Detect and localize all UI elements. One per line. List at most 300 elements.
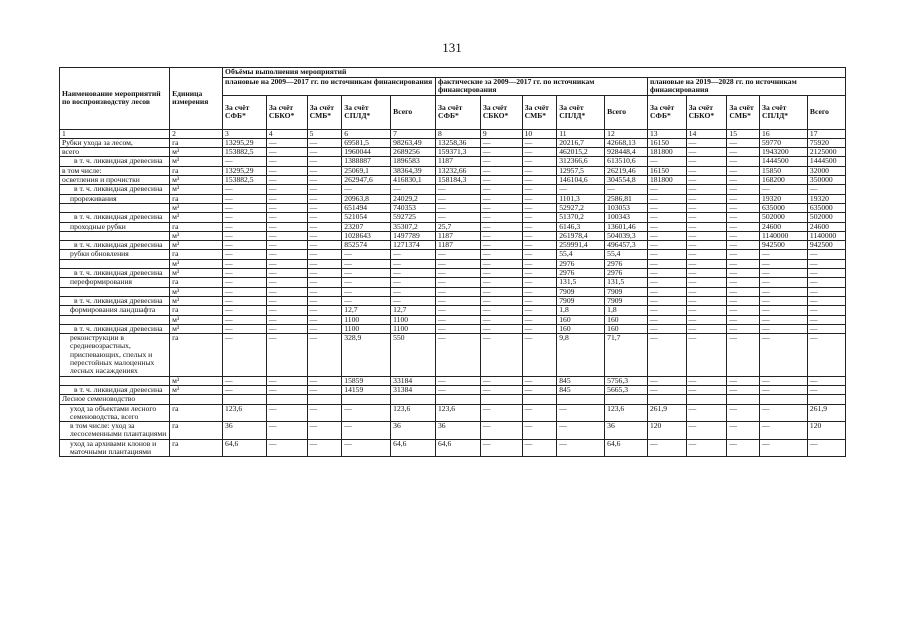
table-cell: — [223, 324, 267, 333]
row-name: Рубки ухода за лесом, [60, 138, 170, 147]
table-cell: — [647, 269, 686, 278]
table-cell: — [647, 194, 686, 203]
table-cell: 613510,6 [605, 157, 648, 166]
table-cell: — [436, 334, 481, 376]
row-unit: м³ [170, 376, 223, 385]
table-cell: — [266, 385, 307, 394]
table-cell: — [342, 278, 391, 287]
table-cell: — [307, 287, 342, 296]
table-row [60, 395, 846, 404]
table-cell: — [522, 287, 557, 296]
table-cell: 19320 [807, 194, 845, 203]
table-cell: 12,7 [342, 306, 391, 315]
table-row [60, 241, 846, 250]
table-cell: — [307, 278, 342, 287]
table-cell: — [223, 385, 267, 394]
table-cell: — [266, 194, 307, 203]
table-cell: — [686, 241, 727, 250]
table-cell: — [522, 194, 557, 203]
table-cell: — [647, 185, 686, 194]
table-cell: 13295,29 [223, 166, 267, 175]
table-cell: — [266, 241, 307, 250]
table-cell: — [223, 296, 267, 305]
header-sub-1-1: За счёт СФБ* [223, 95, 267, 129]
table-cell: — [522, 166, 557, 175]
table-cell: — [223, 278, 267, 287]
table-cell: — [647, 306, 686, 315]
table-cell: 20963,8 [342, 194, 391, 203]
table-cell: — [480, 176, 522, 185]
table-cell: — [480, 306, 522, 315]
column-number: 17 [807, 129, 845, 138]
table-cell: — [727, 422, 760, 440]
table-cell: — [605, 185, 648, 194]
table-cell: — [307, 404, 342, 422]
table-cell: — [223, 306, 267, 315]
table-cell: 159371,3 [436, 148, 481, 157]
table-cell: — [686, 194, 727, 203]
table-cell: — [223, 222, 267, 231]
table-cell: — [522, 231, 557, 240]
table-cell: — [480, 404, 522, 422]
table-cell: — [480, 385, 522, 394]
column-number: 13 [647, 129, 686, 138]
table-cell: — [760, 324, 808, 333]
table-cell: — [307, 148, 342, 157]
column-number: 2 [170, 129, 223, 138]
table-row [60, 269, 846, 278]
row-unit: га [170, 222, 223, 231]
header-sub-3-3: За счёт СМБ* [727, 95, 760, 129]
header-sub-3-5: Всего [807, 95, 845, 129]
table-cell [266, 395, 307, 404]
row-name: в том числе: [60, 166, 170, 175]
forest-reproduction-table [59, 67, 846, 457]
column-number: 4 [266, 129, 307, 138]
table-cell: — [223, 334, 267, 376]
table-cell: 23207 [342, 222, 391, 231]
table-cell: — [760, 334, 808, 376]
table-cell: — [436, 324, 481, 333]
column-number: 5 [307, 129, 342, 138]
table-cell: — [266, 203, 307, 212]
table-cell: 2586,81 [605, 194, 648, 203]
table-cell: — [760, 296, 808, 305]
table-cell: 38364,39 [391, 166, 436, 175]
table-cell: 1896583 [391, 157, 436, 166]
row-name: всего [60, 148, 170, 157]
table-cell: — [807, 439, 845, 457]
table-cell: — [522, 203, 557, 212]
table-cell: — [647, 213, 686, 222]
table-cell: — [307, 222, 342, 231]
table-cell: 160 [557, 324, 605, 333]
table-cell: — [266, 422, 307, 440]
row-name: в том числе: уход за лесосеменными плантациями [60, 422, 170, 440]
table-cell: — [480, 203, 522, 212]
table-cell: — [223, 231, 267, 240]
table-row [60, 185, 846, 194]
column-number-row [60, 129, 846, 138]
row-unit: га [170, 404, 223, 422]
table-cell: — [647, 203, 686, 212]
table-cell [807, 395, 845, 404]
table-cell: — [686, 222, 727, 231]
table-cell: 75920 [807, 138, 845, 147]
table-cell: — [807, 306, 845, 315]
table-cell: 181800 [647, 148, 686, 157]
column-number: 9 [480, 129, 522, 138]
table-row [60, 287, 846, 296]
table-cell: — [307, 334, 342, 376]
table-cell: — [436, 185, 481, 194]
table-cell: 521054 [342, 213, 391, 222]
table-cell: 24029,2 [391, 194, 436, 203]
table-row [60, 213, 846, 222]
row-name [60, 376, 170, 385]
table-row [60, 166, 846, 175]
table-cell: — [686, 334, 727, 376]
table-cell: — [807, 278, 845, 287]
table-cell: — [391, 269, 436, 278]
row-unit [170, 395, 223, 404]
table-cell: — [342, 269, 391, 278]
table-cell: — [760, 278, 808, 287]
table-cell: — [727, 138, 760, 147]
table-cell: 13232,66 [436, 166, 481, 175]
table-cell: 7909 [605, 287, 648, 296]
table-cell: — [686, 278, 727, 287]
table-cell: — [727, 439, 760, 457]
table-cell: — [760, 250, 808, 259]
table-cell: — [342, 404, 391, 422]
table-cell: — [480, 138, 522, 147]
table-cell: — [480, 315, 522, 324]
table-cell [480, 395, 522, 404]
table-cell: 36 [223, 422, 267, 440]
table-cell: — [760, 439, 808, 457]
table-cell: — [647, 296, 686, 305]
table-cell: 304554,8 [605, 176, 648, 185]
table-cell: 12,7 [391, 306, 436, 315]
table-cell: — [342, 296, 391, 305]
table-cell: — [266, 269, 307, 278]
table-row [60, 385, 846, 394]
table-cell: 123,6 [436, 404, 481, 422]
table-row [60, 376, 846, 385]
table-cell: — [522, 315, 557, 324]
table-cell: 123,6 [391, 404, 436, 422]
row-name: в т. ч. ликвидная древесина [60, 185, 170, 194]
row-name: в т. ч. ликвидная древесина [60, 296, 170, 305]
header-unit-col: Единица измерения [170, 68, 223, 130]
table-cell [557, 395, 605, 404]
table-cell: 36 [391, 422, 436, 440]
table-cell: — [727, 306, 760, 315]
table-cell: — [686, 250, 727, 259]
table-cell: — [480, 259, 522, 268]
table-cell: 19320 [760, 194, 808, 203]
table-cell: — [727, 203, 760, 212]
table-cell: — [342, 287, 391, 296]
table-cell: — [686, 385, 727, 394]
table-cell: — [522, 296, 557, 305]
row-unit: м³ [170, 148, 223, 157]
table-cell: — [760, 259, 808, 268]
row-unit: м³ [170, 241, 223, 250]
column-number: 7 [391, 129, 436, 138]
table-cell: — [266, 376, 307, 385]
table-cell: — [480, 376, 522, 385]
table-cell: — [727, 385, 760, 394]
table-cell: 496457,3 [605, 241, 648, 250]
table-cell: 1444500 [807, 157, 845, 166]
header-name-col: Наименование мероприятий по воспроизводству лесов [60, 68, 170, 130]
table-cell: 2976 [557, 269, 605, 278]
table-cell: — [266, 324, 307, 333]
table-cell: 160 [605, 315, 648, 324]
table-cell: 312366,6 [557, 157, 605, 166]
table-cell: — [647, 376, 686, 385]
table-cell [727, 395, 760, 404]
table-cell: 1943200 [760, 148, 808, 157]
table-cell: 153882,5 [223, 148, 267, 157]
row-name [60, 259, 170, 268]
table-cell: — [522, 138, 557, 147]
table-cell: — [522, 185, 557, 194]
row-name: в т. ч. ликвидная древесина [60, 324, 170, 333]
table-cell: — [223, 315, 267, 324]
table-cell: — [522, 213, 557, 222]
table-cell: — [480, 250, 522, 259]
table-cell: 71,7 [605, 334, 648, 376]
table-cell: — [223, 269, 267, 278]
row-unit: м³ [170, 231, 223, 240]
table-cell: — [266, 157, 307, 166]
table-cell [436, 395, 481, 404]
table-cell: — [727, 404, 760, 422]
table-row [60, 404, 846, 422]
table-cell: 31384 [391, 385, 436, 394]
table-cell [686, 395, 727, 404]
table-cell: 15859 [342, 376, 391, 385]
table-cell: — [480, 439, 522, 457]
row-unit: м³ [170, 385, 223, 394]
table-row [60, 157, 846, 166]
table-cell: — [436, 250, 481, 259]
table-cell: — [307, 296, 342, 305]
table-cell: — [727, 376, 760, 385]
table-cell: — [522, 376, 557, 385]
table-cell: — [760, 315, 808, 324]
table-cell: — [727, 287, 760, 296]
table-cell: 160 [557, 315, 605, 324]
table-cell: — [307, 241, 342, 250]
table-cell: — [686, 315, 727, 324]
table-cell: — [522, 157, 557, 166]
table-cell: 120 [807, 422, 845, 440]
table-cell: 1100 [391, 324, 436, 333]
table-cell: 59770 [760, 138, 808, 147]
table-cell [605, 395, 648, 404]
table-cell: — [807, 296, 845, 305]
row-unit: м³ [170, 259, 223, 268]
table-cell: 52927,2 [557, 203, 605, 212]
table-cell: — [727, 241, 760, 250]
table-cell: — [522, 259, 557, 268]
table-cell: — [522, 439, 557, 457]
table-cell: 942500 [760, 241, 808, 250]
table-cell: — [436, 296, 481, 305]
row-name: в т. ч. ликвидная древесина [60, 385, 170, 394]
row-unit: га [170, 138, 223, 147]
table-cell: — [686, 213, 727, 222]
column-number: 6 [342, 129, 391, 138]
table-cell: 51370,2 [557, 213, 605, 222]
header-volumes: Объёмы выполнения мероприятий [223, 68, 846, 78]
row-unit: м³ [170, 296, 223, 305]
table-cell: 15850 [760, 166, 808, 175]
row-name: осветления и прочистки [60, 176, 170, 185]
table-cell: — [727, 324, 760, 333]
table-cell: — [307, 250, 342, 259]
table-cell: 651494 [342, 203, 391, 212]
table-cell: — [480, 287, 522, 296]
table-cell: 2125000 [807, 148, 845, 157]
table-cell: — [480, 213, 522, 222]
table-cell: — [436, 306, 481, 315]
table-cell: — [727, 148, 760, 157]
table-cell: — [727, 334, 760, 376]
table-cell: — [522, 278, 557, 287]
table-cell: 33184 [391, 376, 436, 385]
table-cell: — [686, 269, 727, 278]
table-cell: 64,6 [605, 439, 648, 457]
table-cell: 5756,3 [605, 376, 648, 385]
column-number: 10 [522, 129, 557, 138]
table-cell: 160 [605, 324, 648, 333]
table-cell: 7909 [557, 287, 605, 296]
table-cell: — [266, 138, 307, 147]
table-row [60, 250, 846, 259]
table-cell: — [807, 324, 845, 333]
table-cell: 1187 [436, 241, 481, 250]
table-cell: — [307, 194, 342, 203]
table-cell: — [391, 287, 436, 296]
table-cell: — [480, 166, 522, 175]
table-cell: — [727, 213, 760, 222]
table-cell: 504039,3 [605, 231, 648, 240]
table-cell: — [342, 185, 391, 194]
table-cell: — [480, 296, 522, 305]
row-unit: м³ [170, 185, 223, 194]
table-cell: — [266, 222, 307, 231]
row-unit: м³ [170, 176, 223, 185]
table-cell: — [480, 157, 522, 166]
row-unit: м³ [170, 287, 223, 296]
table-cell: — [266, 306, 307, 315]
table-row [60, 222, 846, 231]
table-cell: — [480, 278, 522, 287]
table-cell: — [647, 250, 686, 259]
table-cell: — [522, 250, 557, 259]
table-cell: — [266, 185, 307, 194]
table-cell: 20216,7 [557, 138, 605, 147]
table-cell: 26219,46 [605, 166, 648, 175]
table-cell: — [436, 213, 481, 222]
table-cell: — [686, 138, 727, 147]
table-cell: 1100 [391, 315, 436, 324]
table-cell: 635000 [760, 203, 808, 212]
table-cell: — [727, 250, 760, 259]
table-row [60, 306, 846, 315]
table-cell: 131,5 [557, 278, 605, 287]
table-cell: — [266, 287, 307, 296]
table-cell: — [307, 376, 342, 385]
table-row [60, 439, 846, 457]
table-cell: 328,9 [342, 334, 391, 376]
table-cell: — [342, 439, 391, 457]
table-cell: 55,4 [605, 250, 648, 259]
table-cell: — [266, 231, 307, 240]
table-cell: — [307, 385, 342, 394]
row-name: в т. ч. ликвидная древесина [60, 241, 170, 250]
table-cell: 550 [391, 334, 436, 376]
table-cell: — [686, 439, 727, 457]
table-cell: — [480, 194, 522, 203]
header-sub-1-4: За счёт СПЛД* [342, 95, 391, 129]
table-cell: — [307, 439, 342, 457]
table-cell: — [727, 278, 760, 287]
row-name: уход за объектами лесного семеноводства, всего [60, 404, 170, 422]
table-cell: — [480, 222, 522, 231]
table-cell: 13258,36 [436, 138, 481, 147]
table-cell: — [266, 166, 307, 175]
table-cell: — [557, 185, 605, 194]
table-cell: 1444500 [760, 157, 808, 166]
table-cell: — [522, 334, 557, 376]
table-cell: 635000 [807, 203, 845, 212]
table-row [60, 194, 846, 203]
table-cell: 1028643 [342, 231, 391, 240]
table-row [60, 315, 846, 324]
table-cell: — [686, 306, 727, 315]
table-cell: 2976 [605, 269, 648, 278]
table-cell: 35307,2 [391, 222, 436, 231]
table-cell: — [223, 203, 267, 212]
table-cell: — [266, 213, 307, 222]
table-cell: — [223, 157, 267, 166]
table-cell: — [436, 269, 481, 278]
column-number: 12 [605, 129, 648, 138]
row-unit: га [170, 439, 223, 457]
table-cell: — [686, 296, 727, 305]
header-group-planned-2009: плановые на 2009—2017 гг. по источникам финансирования [223, 78, 436, 96]
table-cell: — [522, 306, 557, 315]
row-name: в т. ч. ликвидная древесина [60, 213, 170, 222]
column-number: 11 [557, 129, 605, 138]
header-sub-1-3: За счёт СМБ* [307, 95, 342, 129]
table-cell: 103053 [605, 203, 648, 212]
row-unit: га [170, 278, 223, 287]
table-cell: — [686, 157, 727, 166]
table-cell: 7909 [557, 296, 605, 305]
table-cell: 1388887 [342, 157, 391, 166]
header-sub-2-1: За счёт СФБ* [436, 95, 481, 129]
table-cell: — [307, 422, 342, 440]
table-cell: 740353 [391, 203, 436, 212]
table-cell: — [686, 422, 727, 440]
